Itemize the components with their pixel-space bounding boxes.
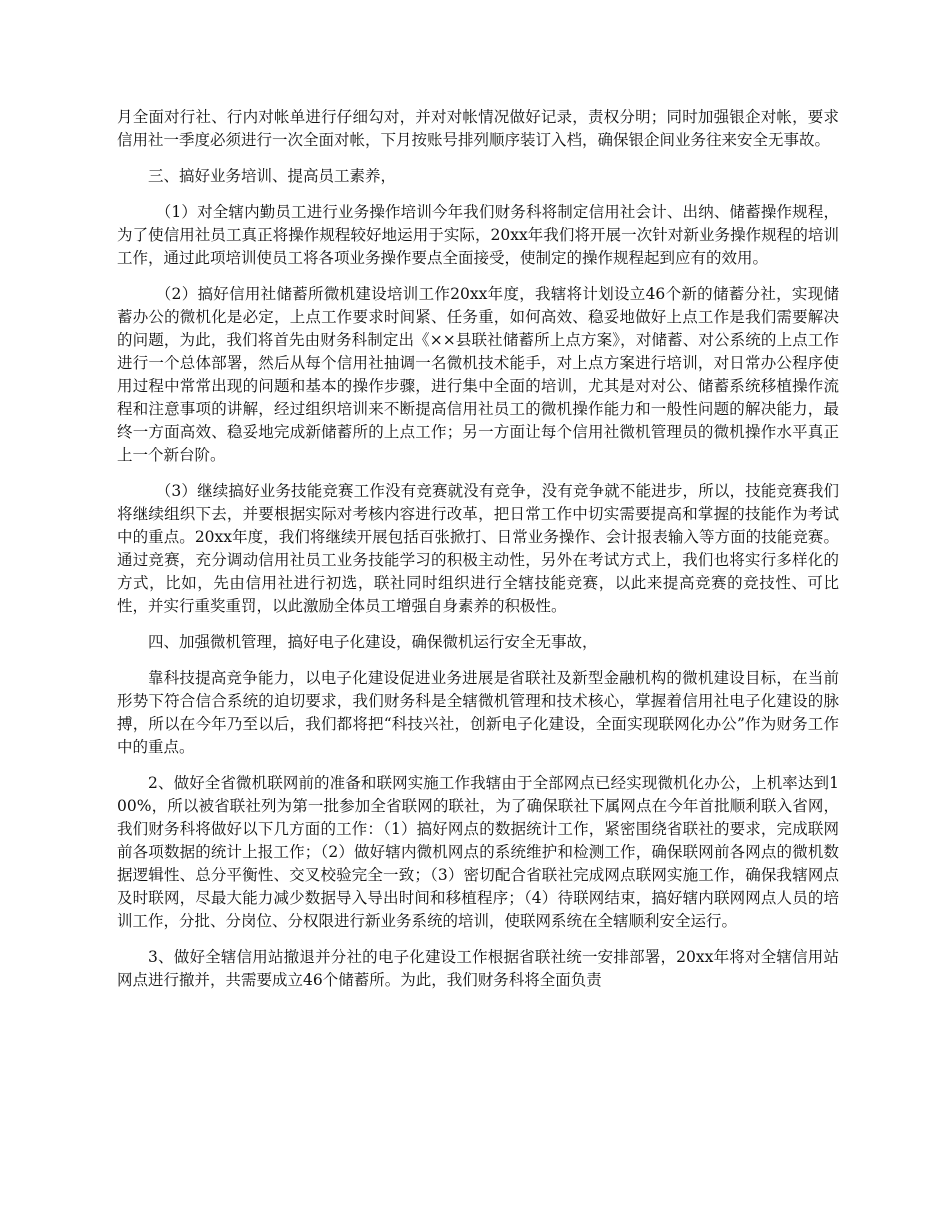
paragraph-training-2: （2）搞好信用社储蓄所微机建设培训工作20xx年度，我辖将计划设立46个新的储蓄分社，实现储蓄办公的微机化是必定，上点工作要求时间紧、任务重，如何高效、稳妥地做好上点工作是我们需要解决的问题，为此，我们将首先由财务科制定出《××县联社储蓄所上点方案》，对储蓄、对公系统的上点工作进行一个总体部署，然后从每个信用社抽调一名微机技术能手，对上点方案进行培训，对日常办公程序使用过程中常常出现的问题和基本的操作步骤，进行集中全面的培训，尤其是对对公、储蓄系统移植操作流程和注意事项的讲解，经过组织培训来不断提高信用社员工的微机操作能力和一般性问题的解决能力，最终一方面高效、稳妥地完成新储蓄所的上点工作；另一方面让每个信用社微机管理员的微机操作水平真正上一个新台阶。	[117, 285, 839, 464]
paragraph-training-1: （1）对全辖内勤员工进行业务操作培训今年我们财务科将制定信用社会计、出纳、储蓄操作规程，为了使信用社员工真正将操作规程较好地运用于实际，20xx年我们将开展一次针对新业务操作规程的培训工作，通过此项培训使员工将各项业务操作要点全面接受，使制定的操作规程起到应有的效用。	[117, 203, 839, 267]
document-body	[117, 106, 839, 1005]
paragraph-training-3: （3）继续搞好业务技能竞赛工作没有竞赛就没有竞争，没有竞争就不能进步，所以，技能竞赛我们将继续组织下去，并要根据实际对考核内容进行改革，把日常工作中切实需要提高和掌握的技能作为考试中的重点。20xx年度，我们将继续开展包括百张掀打、日常业务操作、会计报表输入等方面的技能竞赛。通过竞赛，充分调动信用社员工业务技能学习的积极主动性，另外在考试方式上，我们也将实行多样化的方式，比如，先由信用社进行初选，联社同时组织进行全辖技能竞赛，以此来提高竞赛的竞技性、可比性，并实行重奖重罚，以此激励全体员工增强自身素养的积极性。	[117, 482, 839, 615]
paragraph-tech-goal: 靠科技提高竞争能力，以电子化建设促进业务进展是省联社及新型金融机构的微机建设目标，在当前形势下符合信合系统的迫切要求，我们财务科是全辖微机管理和技术核心，掌握着信用社电子化建设的脉搏，所以在今年乃至以后，我们都将把“科技兴社，创新电子化建设，全面实现联网化办公”作为财务工作中的重点。	[117, 669, 839, 756]
paragraph-networking: 2、做好全省微机联网前的准备和联网实施工作我辖由于全部网点已经实现微机化办公，上机率达到100%，所以被省联社列为第一批参加全省联网的联社，为了确保联社下属网点在今年首批顺利联入省网，我们财务科将做好以下几方面的工作：（1）搞好网点的数据统计工作，紧密围绕省联社的要求，完成联网前各项数据的统计上报工作；（2）做好辖内微机网点的系统维护和检测工作，确保联网前各网点的微机数据逻辑性、总分平衡性、交叉校验完全一致；（3）密切配合省联社完成网点联网实施工作，确保我辖网点及时联网，尽最大能力减少数据导入导出时间和移植程序；（4）待联网结束，搞好辖内联网网点人员的培训工作，分批、分岗位、分权限进行新业务系统的培训，使联网系统在全辖顺利安全运行。	[117, 774, 839, 930]
paragraph-branch-merge: 3、做好全辖信用站撤退并分社的电子化建设工作根据省联社统一安排部署，20xx年将对全辖信用站网点进行撤并，共需要成立46个储蓄所。为此，我们财务科将全面负责	[117, 948, 839, 989]
section-heading-3: 三、搞好业务培训、提高员工素养，	[148, 167, 397, 185]
paragraph-continuation: 月全面对行社、行内对帐单进行仔细勾对，并对对帐情况做好记录，责权分明；同时加强银企对帐，要求信用社一季度必须进行一次全面对帐，下月按账号排列顺序装订入档，确保银企间业务往来安全无事故。	[117, 108, 839, 149]
section-heading-4: 四、加强微机管理，搞好电子化建设，确保微机运行安全无事故，	[148, 633, 598, 651]
